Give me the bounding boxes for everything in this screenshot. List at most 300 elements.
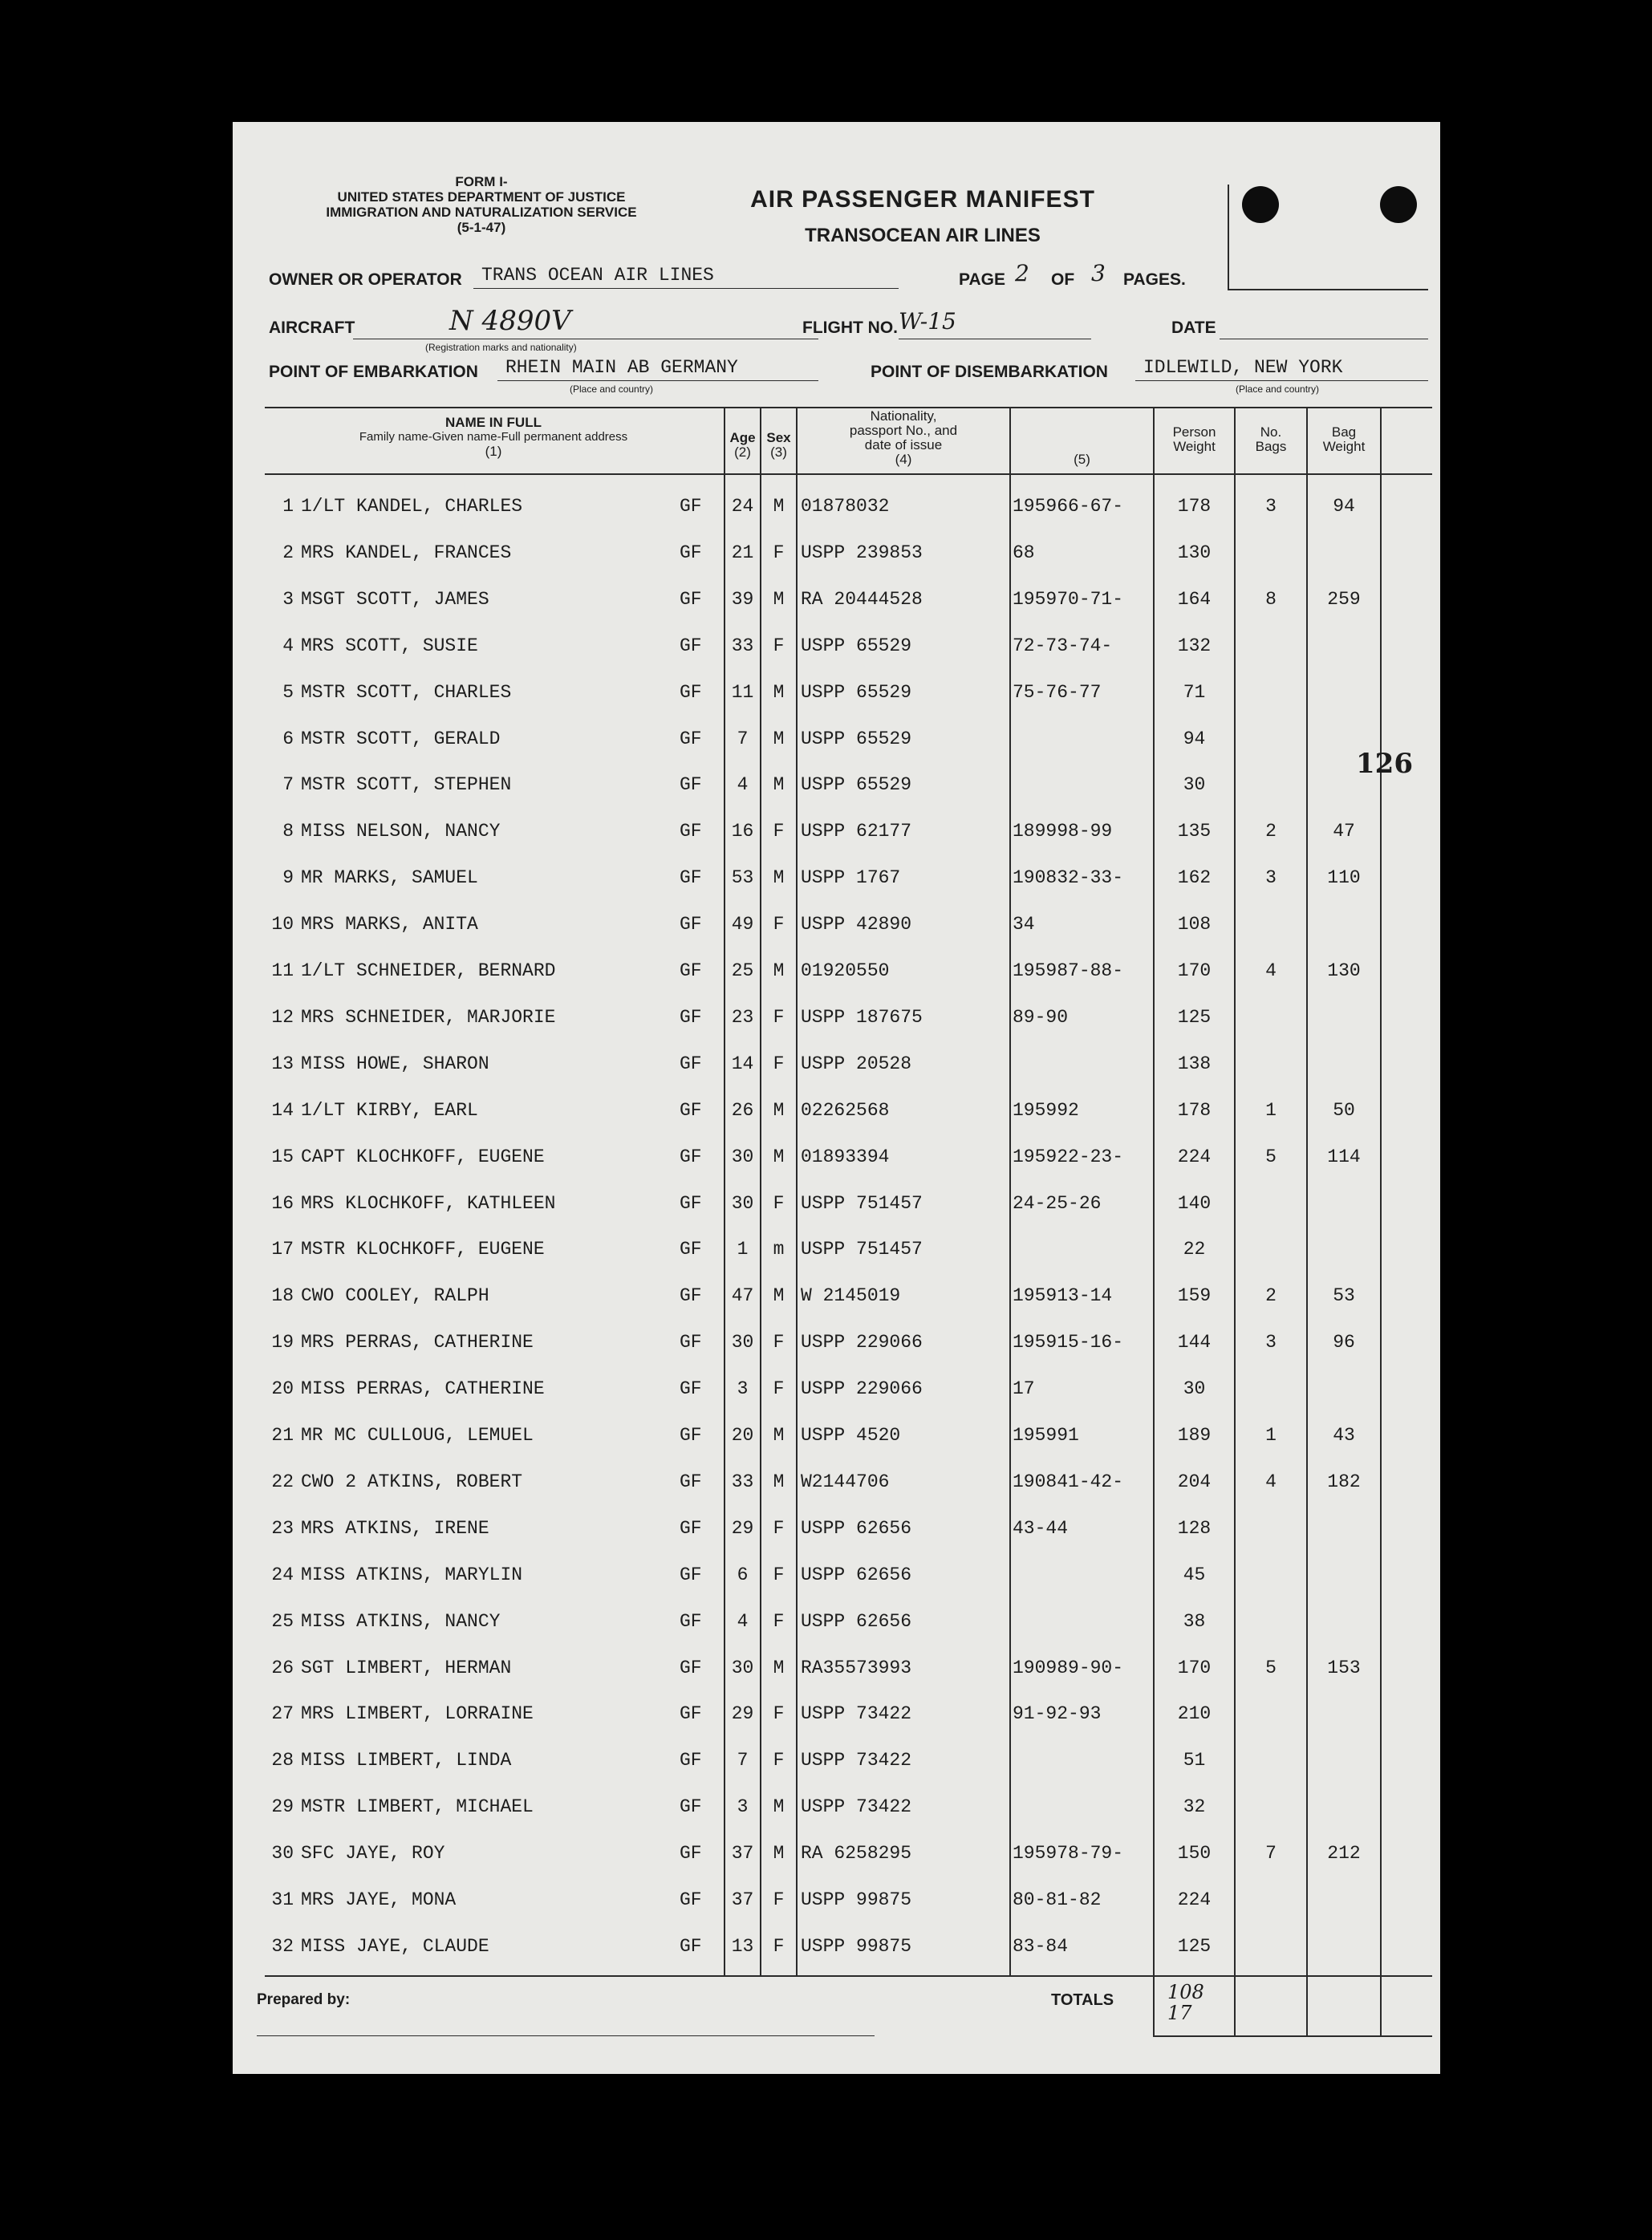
passenger-age: 1 xyxy=(737,1239,749,1260)
person-weight: 30 xyxy=(1183,1378,1206,1399)
row-number: 2 xyxy=(282,542,294,563)
passenger-age: 4 xyxy=(737,1611,749,1632)
destination-code: GF xyxy=(680,1007,702,1028)
destination-code: GF xyxy=(680,542,702,563)
passenger-sex: M xyxy=(773,1796,785,1817)
owner-value: TRANS OCEAN AIR LINES xyxy=(481,265,714,286)
passenger-age: 29 xyxy=(731,1518,754,1539)
bag-count: 5 xyxy=(1265,1658,1277,1678)
person-weight: 138 xyxy=(1177,1053,1212,1074)
destination-code: GF xyxy=(680,1053,702,1074)
person-weight: 38 xyxy=(1183,1611,1206,1632)
passenger-name: CWO 2 ATKINS, ROBERT xyxy=(301,1471,523,1492)
destination-code: GF xyxy=(680,1100,702,1121)
bag-count: 4 xyxy=(1265,1471,1277,1492)
passenger-age: 30 xyxy=(731,1332,754,1353)
passport-number: USPP 229066 xyxy=(801,1378,923,1399)
passenger-sex: F xyxy=(773,1378,785,1399)
destination-code: GF xyxy=(680,1378,702,1399)
ticket-number: 195987-88- xyxy=(1013,960,1124,981)
passport-number: RA35573993 xyxy=(801,1658,912,1678)
row-number: 12 xyxy=(271,1007,294,1028)
passenger-sex: F xyxy=(773,1193,785,1214)
passport-number: USPP 239853 xyxy=(801,542,923,563)
passenger-name: MRS JAYE, MONA xyxy=(301,1889,457,1910)
ticket-number: 195991 xyxy=(1013,1425,1079,1446)
row-number: 14 xyxy=(271,1100,294,1121)
bag-weight: 50 xyxy=(1333,1100,1355,1121)
passport-number: USPP 62177 xyxy=(801,821,912,842)
passenger-sex: F xyxy=(773,1703,785,1724)
passenger-name: MISS NELSON, NANCY xyxy=(301,821,501,842)
passenger-sex: F xyxy=(773,1889,785,1910)
passenger-sex: F xyxy=(773,1332,785,1353)
passenger-name: MR MARKS, SAMUEL xyxy=(301,867,478,888)
passenger-name: 1/LT KANDEL, CHARLES xyxy=(301,496,523,517)
bag-weight: 259 xyxy=(1327,589,1361,610)
passenger-age: 24 xyxy=(731,496,754,517)
person-weight: 30 xyxy=(1183,774,1206,795)
row-number: 1 xyxy=(282,496,294,517)
passenger-sex: M xyxy=(773,1471,785,1492)
destination-code: GF xyxy=(680,1425,702,1446)
passenger-sex: M xyxy=(773,1843,785,1864)
bag-weight: 43 xyxy=(1333,1425,1355,1446)
row-number: 4 xyxy=(282,635,294,656)
embarkation-note: (Place and country) xyxy=(570,383,654,395)
passport-number: USPP 99875 xyxy=(801,1936,912,1957)
passport-number: USPP 62656 xyxy=(801,1611,912,1632)
passport-number: 02262568 xyxy=(801,1100,890,1121)
row-number: 23 xyxy=(271,1518,294,1539)
passenger-age: 49 xyxy=(731,914,754,935)
destination-code: GF xyxy=(680,682,702,703)
row-number: 8 xyxy=(282,821,294,842)
prepared-by-label: Prepared by: xyxy=(257,1991,351,2008)
ticket-number: 72-73-74- xyxy=(1013,635,1113,656)
row-number: 16 xyxy=(271,1193,294,1214)
passenger-sex: M xyxy=(773,589,785,610)
passenger-age: 23 xyxy=(731,1007,754,1028)
table-head-rule xyxy=(265,473,1432,475)
passenger-sex: M xyxy=(773,1285,785,1306)
passenger-sex: F xyxy=(773,1518,785,1539)
ticket-number: 195966-67- xyxy=(1013,496,1124,517)
person-weight: 140 xyxy=(1177,1193,1212,1214)
passport-number: USPP 65529 xyxy=(801,635,912,656)
person-weight: 150 xyxy=(1177,1843,1212,1864)
form-date: (5-1-47) xyxy=(457,220,506,235)
destination-code: GF xyxy=(680,960,702,981)
ticket-number: 75-76-77 xyxy=(1013,682,1102,703)
row-number: 5 xyxy=(282,682,294,703)
row-number: 20 xyxy=(271,1378,294,1399)
destination-code: GF xyxy=(680,496,702,517)
ticket-number: 17 xyxy=(1013,1378,1035,1399)
person-weight: 71 xyxy=(1183,682,1206,703)
row-number: 29 xyxy=(271,1796,294,1817)
form-number: FORM I- xyxy=(455,174,508,189)
passport-number: USPP 73422 xyxy=(801,1703,912,1724)
passenger-age: 47 xyxy=(731,1285,754,1306)
passport-number: 01893394 xyxy=(801,1146,890,1167)
person-weight: 51 xyxy=(1183,1750,1206,1771)
passenger-age: 20 xyxy=(731,1425,754,1446)
passenger-name: MSTR KLOCHKOFF, EUGENE xyxy=(301,1239,545,1260)
totals-label: TOTALS xyxy=(1051,1991,1114,2009)
person-weight: 159 xyxy=(1177,1285,1212,1306)
passenger-sex: M xyxy=(773,1658,785,1678)
passport-number: USPP 187675 xyxy=(801,1007,923,1028)
row-number: 19 xyxy=(271,1332,294,1353)
destination-code: GF xyxy=(680,1611,702,1632)
passport-number: USPP 73422 xyxy=(801,1750,912,1771)
ticket-number: 34 xyxy=(1013,914,1035,935)
passenger-age: 25 xyxy=(731,960,754,981)
person-weight: 130 xyxy=(1177,542,1212,563)
ticket-number: 91-92-93 xyxy=(1013,1703,1102,1724)
passenger-age: 6 xyxy=(737,1564,749,1585)
passenger-name: MRS KANDEL, FRANCES xyxy=(301,542,512,563)
person-weight: 94 xyxy=(1183,728,1206,749)
passenger-age: 30 xyxy=(731,1193,754,1214)
destination-code: GF xyxy=(680,728,702,749)
passenger-age: 39 xyxy=(731,589,754,610)
col-bags-header: No. Bags xyxy=(1255,424,1287,454)
passenger-age: 7 xyxy=(737,1750,749,1771)
passenger-sex: M xyxy=(773,496,785,517)
embarkation-value: RHEIN MAIN AB GERMANY xyxy=(505,357,738,378)
col-5-header: (5) xyxy=(1074,452,1090,467)
destination-code: GF xyxy=(680,1843,702,1864)
person-weight: 204 xyxy=(1177,1471,1212,1492)
destination-code: GF xyxy=(680,1518,702,1539)
passenger-name: MISS PERRAS, CATHERINE xyxy=(301,1378,545,1399)
passport-number: USPP 20528 xyxy=(801,1053,912,1074)
passport-number: USPP 65529 xyxy=(801,682,912,703)
passenger-age: 11 xyxy=(731,682,754,703)
passenger-age: 30 xyxy=(731,1658,754,1678)
person-weight: 178 xyxy=(1177,1100,1212,1121)
passenger-name: MRS PERRAS, CATHERINE xyxy=(301,1332,534,1353)
bag-count: 2 xyxy=(1265,821,1277,842)
person-weight: 224 xyxy=(1177,1146,1212,1167)
passenger-name: MRS SCOTT, SUSIE xyxy=(301,635,478,656)
punch-hole-left xyxy=(1242,186,1279,223)
flight-value: W-15 xyxy=(899,308,956,335)
passenger-sex: F xyxy=(773,1750,785,1771)
passenger-age: 3 xyxy=(737,1378,749,1399)
row-number: 3 xyxy=(282,589,294,610)
embarkation-label: POINT OF EMBARKATION xyxy=(269,363,478,381)
passport-number: USPP 73422 xyxy=(801,1796,912,1817)
passenger-name: MRS SCHNEIDER, MARJORIE xyxy=(301,1007,556,1028)
passport-number: USPP 751457 xyxy=(801,1239,923,1260)
bag-weight: 130 xyxy=(1327,960,1361,981)
row-number: 26 xyxy=(271,1658,294,1678)
destination-code: GF xyxy=(680,589,702,610)
destination-code: GF xyxy=(680,1239,702,1260)
ticket-number: 195913-14 xyxy=(1013,1285,1113,1306)
aircraft-label: AIRCRAFT xyxy=(269,319,355,337)
ticket-number: 68 xyxy=(1013,542,1035,563)
destination-code: GF xyxy=(680,1193,702,1214)
ticket-number: 189998-99 xyxy=(1013,821,1113,842)
ticket-number: 195915-16- xyxy=(1013,1332,1124,1353)
service-name: IMMIGRATION AND NATURALIZATION SERVICE xyxy=(326,205,637,220)
passenger-name: MR MC CULLOUG, LEMUEL xyxy=(301,1425,534,1446)
bag-count: 1 xyxy=(1265,1100,1277,1121)
passenger-sex: M xyxy=(773,960,785,981)
person-weight: 162 xyxy=(1177,867,1212,888)
col-nationality-header: Nationality, passport No., and date of issue (4) xyxy=(849,408,958,467)
bag-weight: 114 xyxy=(1327,1146,1361,1167)
person-weight: 45 xyxy=(1183,1564,1206,1585)
flight-label: FLIGHT NO. xyxy=(802,319,898,337)
corner-bracket xyxy=(1228,185,1229,290)
row-number: 32 xyxy=(271,1936,294,1957)
destination-code: GF xyxy=(680,1703,702,1724)
passenger-name: MISS ATKINS, MARYLIN xyxy=(301,1564,523,1585)
row-number: 31 xyxy=(271,1889,294,1910)
row-number: 11 xyxy=(271,960,294,981)
passport-number: USPP 229066 xyxy=(801,1332,923,1353)
page-value: 2 xyxy=(1015,260,1029,286)
passport-number: USPP 99875 xyxy=(801,1889,912,1910)
ticket-number: 43-44 xyxy=(1013,1518,1069,1539)
bag-count: 1 xyxy=(1265,1425,1277,1446)
aircraft-value: N 4890V xyxy=(449,305,571,337)
bag-count: 3 xyxy=(1265,1332,1277,1353)
bag-count: 4 xyxy=(1265,960,1277,981)
row-number: 9 xyxy=(282,867,294,888)
destination-code: GF xyxy=(680,1471,702,1492)
passenger-sex: F xyxy=(773,821,785,842)
passenger-sex: F xyxy=(773,914,785,935)
disembarkation-label: POINT OF DISEMBARKATION xyxy=(871,363,1108,381)
person-weight: 170 xyxy=(1177,1658,1212,1678)
destination-code: GF xyxy=(680,1796,702,1817)
passenger-name: MISS HOWE, SHARON xyxy=(301,1053,489,1074)
col-sex-header: Sex (3) xyxy=(766,430,791,460)
bag-weight: 47 xyxy=(1333,821,1355,842)
manifest-title: AIR PASSENGER MANIFEST xyxy=(750,186,1095,213)
ticket-number: 80-81-82 xyxy=(1013,1889,1102,1910)
passenger-name: MISS ATKINS, NANCY xyxy=(301,1611,501,1632)
bag-weight: 94 xyxy=(1333,496,1355,517)
destination-code: GF xyxy=(680,1564,702,1585)
punch-hole-right xyxy=(1380,186,1417,223)
table-bottom-rule xyxy=(265,1975,1432,1977)
passenger-name: MSGT SCOTT, JAMES xyxy=(301,589,489,610)
passenger-name: MSTR LIMBERT, MICHAEL xyxy=(301,1796,534,1817)
passenger-name: MISS JAYE, CLAUDE xyxy=(301,1936,489,1957)
ticket-number: 24-25-26 xyxy=(1013,1193,1102,1214)
destination-code: GF xyxy=(680,774,702,795)
person-weight: 108 xyxy=(1177,914,1212,935)
destination-code: GF xyxy=(680,914,702,935)
row-number: 25 xyxy=(271,1611,294,1632)
passenger-name: MSTR SCOTT, GERALD xyxy=(301,728,501,749)
passenger-age: 33 xyxy=(731,635,754,656)
page-label: PAGE xyxy=(959,270,1005,289)
row-number: 10 xyxy=(271,914,294,935)
ticket-number: 195992 xyxy=(1013,1100,1079,1121)
row-number: 30 xyxy=(271,1843,294,1864)
col-age-header: Age (2) xyxy=(729,430,756,460)
ticket-number: 195970-71- xyxy=(1013,589,1124,610)
col-bag-weight-header: Bag Weight xyxy=(1322,424,1366,454)
destination-code: GF xyxy=(680,1146,702,1167)
bag-count: 2 xyxy=(1265,1285,1277,1306)
passport-number: RA 6258295 xyxy=(801,1843,912,1864)
passport-number: USPP 4520 xyxy=(801,1425,901,1446)
passenger-age: 16 xyxy=(731,821,754,842)
of-label: OF xyxy=(1051,270,1075,289)
row-number: 27 xyxy=(271,1703,294,1724)
passport-number: W 2145019 xyxy=(801,1285,901,1306)
ticket-number: 190841-42- xyxy=(1013,1471,1124,1492)
passenger-age: 33 xyxy=(731,1471,754,1492)
passenger-age: 4 xyxy=(737,774,749,795)
row-number: 21 xyxy=(271,1425,294,1446)
passport-number: USPP 62656 xyxy=(801,1518,912,1539)
person-weight: 178 xyxy=(1177,496,1212,517)
airline-subtitle: TRANSOCEAN AIR LINES xyxy=(805,225,1041,246)
totals-handwritten: 108 17 xyxy=(1167,1981,1204,2024)
row-number: 6 xyxy=(282,728,294,749)
passenger-name: MRS MARKS, ANITA xyxy=(301,914,478,935)
bag-weight: 182 xyxy=(1327,1471,1361,1492)
person-weight: 224 xyxy=(1177,1889,1212,1910)
department-name: UNITED STATES DEPARTMENT OF JUSTICE xyxy=(337,189,626,205)
bag-count: 5 xyxy=(1265,1146,1277,1167)
destination-code: GF xyxy=(680,1658,702,1678)
bag-weight: 153 xyxy=(1327,1658,1361,1678)
passenger-sex: F xyxy=(773,1007,785,1028)
passenger-age: 21 xyxy=(731,542,754,563)
manifest-page xyxy=(233,122,1440,2074)
passenger-age: 53 xyxy=(731,867,754,888)
passport-number: 01920550 xyxy=(801,960,890,981)
passenger-name: MRS ATKINS, IRENE xyxy=(301,1518,489,1539)
person-weight: 32 xyxy=(1183,1796,1206,1817)
aircraft-note: (Registration marks and nationality) xyxy=(425,342,577,353)
person-weight: 210 xyxy=(1177,1703,1212,1724)
person-weight: 125 xyxy=(1177,1936,1212,1957)
person-weight: 22 xyxy=(1183,1239,1206,1260)
destination-code: GF xyxy=(680,1889,702,1910)
passport-number: USPP 1767 xyxy=(801,867,901,888)
passport-number: USPP 65529 xyxy=(801,728,912,749)
passport-number: W2144706 xyxy=(801,1471,890,1492)
passenger-sex: m xyxy=(773,1239,785,1260)
row-number: 7 xyxy=(282,774,294,795)
passenger-age: 3 xyxy=(737,1796,749,1817)
ticket-number: 83-84 xyxy=(1013,1936,1069,1957)
passenger-sex: M xyxy=(773,1146,785,1167)
person-weight: 125 xyxy=(1177,1007,1212,1028)
passenger-name: SGT LIMBERT, HERMAN xyxy=(301,1658,512,1678)
passport-number: USPP 751457 xyxy=(801,1193,923,1214)
owner-label: OWNER OR OPERATOR xyxy=(269,270,462,289)
passenger-age: 26 xyxy=(731,1100,754,1121)
row-number: 22 xyxy=(271,1471,294,1492)
ticket-number: 190989-90- xyxy=(1013,1658,1124,1678)
passenger-sex: M xyxy=(773,774,785,795)
passenger-name: CAPT KLOCHKOFF, EUGENE xyxy=(301,1146,545,1167)
passenger-name: 1/LT SCHNEIDER, BERNARD xyxy=(301,960,556,981)
passport-number: USPP 62656 xyxy=(801,1564,912,1585)
ticket-number: 89-90 xyxy=(1013,1007,1069,1028)
passenger-sex: F xyxy=(773,1053,785,1074)
person-weight: 128 xyxy=(1177,1518,1212,1539)
disembarkation-value: IDLEWILD, NEW YORK xyxy=(1143,357,1343,378)
person-weight: 144 xyxy=(1177,1332,1212,1353)
passenger-name: MRS KLOCHKOFF, KATHLEEN xyxy=(301,1193,556,1214)
destination-code: GF xyxy=(680,1936,702,1957)
destination-code: GF xyxy=(680,1750,702,1771)
passenger-name: MSTR SCOTT, STEPHEN xyxy=(301,774,512,795)
passport-number: 01878032 xyxy=(801,496,890,517)
bag-weight: 212 xyxy=(1327,1843,1361,1864)
passenger-name: CWO COOLEY, RALPH xyxy=(301,1285,489,1306)
passenger-name: MSTR SCOTT, CHARLES xyxy=(301,682,512,703)
ticket-number: 195978-79- xyxy=(1013,1843,1124,1864)
passport-number: RA 20444528 xyxy=(801,589,923,610)
row-number: 13 xyxy=(271,1053,294,1074)
col-name-header: NAME IN FULL Family name-Given name-Full permanent address (1) xyxy=(359,415,628,459)
passenger-name: 1/LT KIRBY, EARL xyxy=(301,1100,478,1121)
row-number: 24 xyxy=(271,1564,294,1585)
destination-code: GF xyxy=(680,1332,702,1353)
passenger-sex: F xyxy=(773,1611,785,1632)
scott-family-bags-total: 126 xyxy=(1356,748,1413,780)
bag-count: 7 xyxy=(1265,1843,1277,1864)
passenger-age: 14 xyxy=(731,1053,754,1074)
person-weight: 132 xyxy=(1177,635,1212,656)
bag-count: 3 xyxy=(1265,496,1277,517)
ticket-number: 195922-23- xyxy=(1013,1146,1124,1167)
person-weight: 189 xyxy=(1177,1425,1212,1446)
person-weight: 170 xyxy=(1177,960,1212,981)
row-number: 18 xyxy=(271,1285,294,1306)
passport-number: USPP 42890 xyxy=(801,914,912,935)
destination-code: GF xyxy=(680,867,702,888)
row-number: 28 xyxy=(271,1750,294,1771)
passenger-name: MISS LIMBERT, LINDA xyxy=(301,1750,512,1771)
passenger-sex: F xyxy=(773,1936,785,1957)
destination-code: GF xyxy=(680,821,702,842)
passenger-age: 7 xyxy=(737,728,749,749)
pages-label: PAGES. xyxy=(1123,270,1186,289)
person-weight: 135 xyxy=(1177,821,1212,842)
passenger-age: 37 xyxy=(731,1843,754,1864)
of-value: 3 xyxy=(1091,260,1106,286)
bag-count: 8 xyxy=(1265,589,1277,610)
passenger-age: 29 xyxy=(731,1703,754,1724)
passenger-sex: F xyxy=(773,1564,785,1585)
destination-code: GF xyxy=(680,635,702,656)
passenger-sex: M xyxy=(773,728,785,749)
passenger-age: 37 xyxy=(731,1889,754,1910)
row-number: 15 xyxy=(271,1146,294,1167)
col-weight-header: Person Weight xyxy=(1172,424,1216,454)
passenger-sex: F xyxy=(773,542,785,563)
person-weight: 164 xyxy=(1177,589,1212,610)
form-agency-block xyxy=(257,174,706,235)
passenger-sex: M xyxy=(773,682,785,703)
